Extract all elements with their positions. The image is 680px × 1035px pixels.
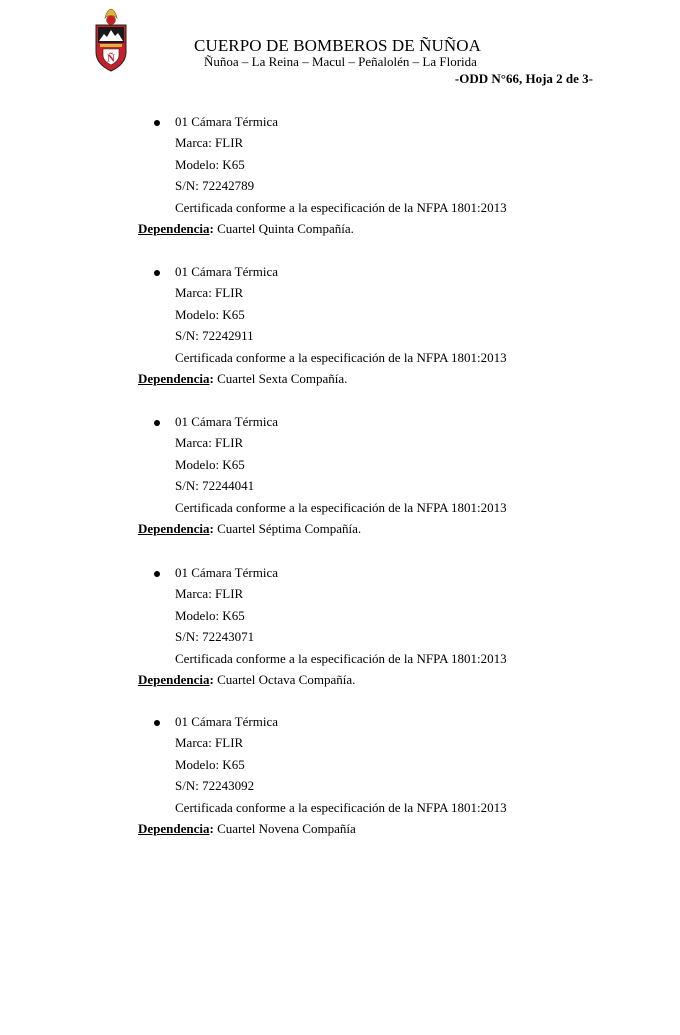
- item-dependency: [138, 672, 355, 688]
- dependency-colon: :: [209, 521, 214, 536]
- fire-department-crest-icon: [94, 8, 128, 72]
- item-serial: S/N: 72243092: [175, 778, 255, 793]
- dependency-label: Dependencia: [138, 672, 210, 687]
- item-certification: Certificada conforme a la especificación de la NFPA 1801:2013: [175, 200, 507, 215]
- document-reference: -ODD N°66, Hoja 2 de 3-: [454, 71, 593, 86]
- item-title: 01 Cámara Térmica: [175, 414, 278, 429]
- item-model: Modelo: K65: [175, 307, 245, 322]
- dependency-value: Cuartel Octava Compañía.: [213, 672, 356, 687]
- bullet-icon: [154, 120, 160, 126]
- dependency-colon: :: [209, 821, 214, 836]
- item-certification: Certificada conforme a la especificación de la NFPA 1801:2013: [175, 350, 507, 365]
- item-certification: Certificada conforme a la especificación de la NFPA 1801:2013: [175, 651, 507, 666]
- item-dependency: [138, 221, 354, 237]
- item-dependency: [138, 821, 356, 837]
- bullet-icon: [154, 270, 160, 276]
- item-serial: S/N: 72243071: [175, 629, 255, 644]
- item-brand: Marca: FLIR: [175, 285, 244, 300]
- item-model: Modelo: K65: [175, 608, 245, 623]
- item-brand: Marca: FLIR: [175, 135, 244, 150]
- item-title: 01 Cámara Térmica: [175, 264, 278, 279]
- bullet-icon: [154, 420, 160, 426]
- bullet-icon: [154, 720, 160, 726]
- dependency-value: Cuartel Sexta Compañía.: [213, 371, 348, 386]
- item-certification: Certificada conforme a la especificación de la NFPA 1801:2013: [175, 500, 507, 515]
- communes-subtitle: Ñuñoa – La Reina – Macul – Peñalolén – La Florida: [204, 54, 477, 69]
- item-model: Modelo: K65: [175, 157, 245, 172]
- dependency-colon: :: [209, 221, 214, 236]
- item-brand: Marca: FLIR: [175, 586, 244, 601]
- item-certification: Certificada conforme a la especificación de la NFPA 1801:2013: [175, 800, 507, 815]
- item-title: 01 Cámara Térmica: [175, 114, 278, 129]
- item-dependency: [138, 521, 361, 537]
- dependency-label: Dependencia: [138, 221, 210, 236]
- item-brand: Marca: FLIR: [175, 435, 244, 450]
- dependency-value: Cuartel Séptima Compañía.: [213, 521, 362, 536]
- bullet-icon: [154, 571, 160, 577]
- item-serial: S/N: 72242911: [175, 328, 254, 343]
- item-serial: S/N: 72244041: [175, 478, 255, 493]
- item-title: 01 Cámara Térmica: [175, 565, 278, 580]
- dependency-colon: :: [209, 672, 214, 687]
- dependency-value: Cuartel Novena Compañía: [213, 821, 356, 836]
- organization-title: CUERPO DE BOMBEROS DE ÑUÑOA: [194, 36, 482, 55]
- dependency-label: Dependencia: [138, 371, 210, 386]
- item-model: Modelo: K65: [175, 757, 245, 772]
- dependency-label: Dependencia: [138, 521, 210, 536]
- item-brand: Marca: FLIR: [175, 735, 244, 750]
- item-title: 01 Cámara Térmica: [175, 714, 278, 729]
- svg-text:Ñ: Ñ: [107, 52, 115, 65]
- dependency-label: Dependencia: [138, 821, 210, 836]
- item-model: Modelo: K65: [175, 457, 245, 472]
- item-serial: S/N: 72242789: [175, 178, 255, 193]
- dependency-colon: :: [209, 371, 214, 386]
- dependency-value: Cuartel Quinta Compañía.: [213, 221, 354, 236]
- item-dependency: [138, 371, 347, 387]
